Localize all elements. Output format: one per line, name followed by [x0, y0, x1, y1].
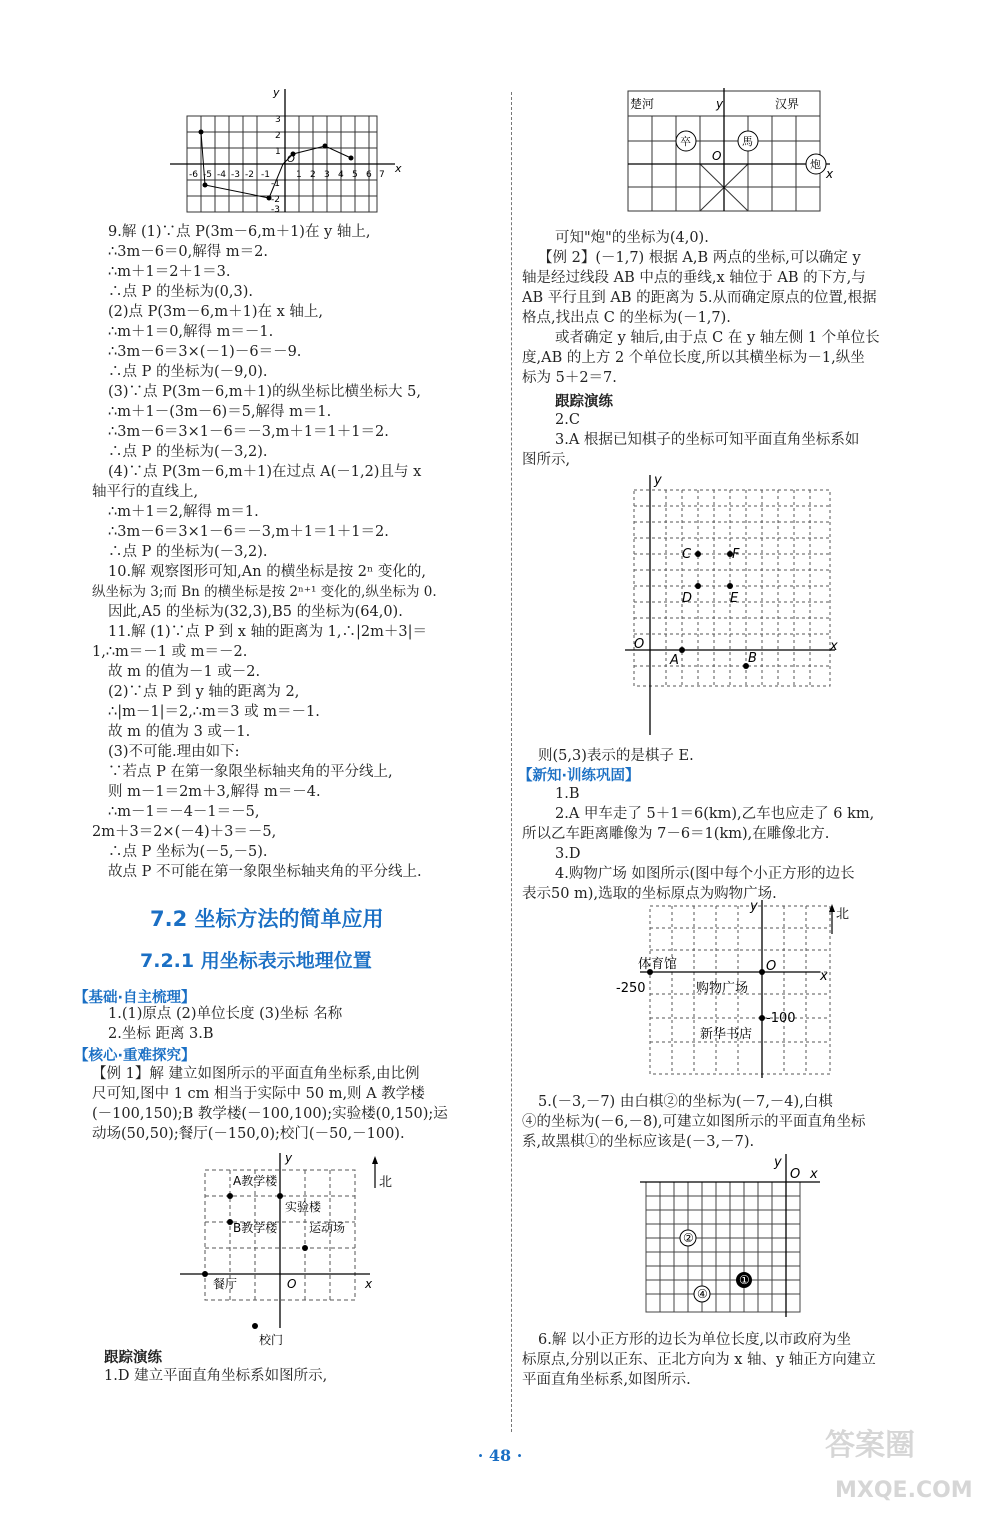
chess-grid-diagram	[620, 470, 845, 740]
origin-label: O	[287, 154, 295, 165]
column-divider	[511, 92, 512, 1432]
svg-text:-3: -3	[231, 170, 240, 180]
text-line: (3)不可能.理由如下:	[108, 744, 240, 760]
text-line: 系,故黑棋①的坐标应该是(－3,－7).	[522, 1134, 755, 1150]
text-line: ∴3m－6＝0,解得 m＝2.	[108, 244, 268, 260]
svg-text:1: 1	[275, 147, 281, 157]
axis-label-x: x	[830, 639, 838, 654]
svg-text:3: 3	[324, 170, 330, 180]
text-line: 度,AB 的上方 2 个单位长度,所以其横坐标为－1,纵坐	[522, 350, 865, 366]
label-a: A	[670, 653, 679, 668]
svg-text:4: 4	[338, 170, 344, 180]
label-b: B	[748, 651, 757, 666]
text-line: 故点 P 不可能在第一象限坐标轴夹角的平分线上.	[108, 864, 422, 880]
text-line: ∴3m－6＝3×1－6＝－3,m＋1＝1＋1＝2.	[108, 424, 389, 440]
chess-board-diagram	[620, 86, 835, 216]
label-c: C	[682, 547, 692, 562]
text-line: ∴m－1＝－4－1＝－5,	[108, 804, 260, 820]
text-line: ∴m＋1＝2,解得 m＝1.	[108, 504, 259, 520]
text-line: (3)∵点 P(3m－6,m＋1)的纵坐标比横坐标大 5,	[108, 384, 421, 400]
text-line: 2.A 甲车走了 5＋1＝6(km),乙车也应走了 6 km,	[555, 806, 875, 822]
text-line: 轴平行的直线上,	[92, 484, 199, 500]
text-line: 尺可知,图中 1 cm 相当于实际中 50 m,则 A 教学楼	[92, 1086, 425, 1102]
text-line: 因此,A5 的坐标为(32,3),B5 的坐标为(64,0).	[108, 604, 403, 620]
follow-title: 跟踪演练	[555, 394, 613, 410]
label-shopping-plaza: 购物广场	[696, 981, 749, 996]
text-line: ∴点 P 的坐标为(0,3).	[108, 284, 253, 300]
label-school-gate: 校门	[259, 1333, 284, 1347]
text-line: 纵坐标为 3;而 Bn 的横坐标是按 2ⁿ⁺¹ 变化的,纵坐标为 0.	[92, 584, 437, 600]
river-label-right: 汉界	[775, 97, 800, 111]
label-d: D	[682, 591, 693, 606]
origin-label: O	[790, 1167, 801, 1182]
text-line: 表示50 m),选取的坐标原点为购物广场.	[522, 886, 777, 902]
axis-label-x: x	[365, 1277, 373, 1291]
tag-new: 【新知·训练巩固】	[518, 768, 640, 784]
text-line: ∴3m－6＝3×(－1)－6＝－9.	[108, 344, 302, 360]
coordinate-graph-problem9	[165, 84, 405, 214]
piece-soldier: 卒	[680, 135, 691, 148]
text-line: ④的坐标为(－6,－8),可建立如图所示的平面直角坐标	[522, 1114, 866, 1130]
text-line: 2.坐标 距离 3.B	[108, 1026, 214, 1042]
stone-white-4: ④	[697, 1287, 708, 1301]
svg-text:-3: -3	[271, 205, 280, 215]
text-line: 故 m 的值为 3 或－1.	[108, 724, 251, 740]
axis-label-y: y	[774, 1155, 782, 1170]
axis-label-x: x	[810, 1167, 818, 1182]
svg-text:2: 2	[275, 131, 281, 141]
text-line: 平面直角坐标系,如图所示.	[522, 1372, 691, 1388]
label-a-building: A教学楼	[233, 1174, 278, 1188]
axis-label-y: y	[285, 1151, 293, 1165]
text-line: 10.解 观察图形可知,An 的横坐标是按 2ⁿ 变化的,	[108, 564, 427, 580]
text-line: ∵若点 P 在第一象限坐标轴夹角的平分线上,	[108, 764, 393, 780]
text-line: 则 m－1＝2m＋3,解得 m＝－4.	[108, 784, 321, 800]
svg-text:-6: -6	[189, 170, 198, 180]
text-line: 5.(－3,－7) 由白棋②的坐标为(－7,－4),白棋	[538, 1094, 833, 1110]
label-b-building: B教学楼	[233, 1221, 278, 1235]
text-line: 可知"炮"的坐标为(4,0).	[555, 230, 709, 246]
river-label-left: 楚河	[630, 97, 655, 111]
text-line: 9.解 (1)∵点 P(3m－6,m＋1)在 y 轴上,	[108, 224, 371, 240]
city-map-diagram	[616, 898, 870, 1083]
label-sports-field: 运动场	[309, 1221, 346, 1235]
text-line: (－100,150);B 教学楼(－100,100);实验楼(0,150);运	[92, 1106, 448, 1122]
axis-label-y: y	[716, 97, 724, 111]
text-line: ∴点 P 坐标为(－5,－5).	[108, 844, 268, 860]
text-line: 或者确定 y 轴后,由于点 C 在 y 轴左侧 1 个单位长	[555, 330, 880, 346]
text-line: 格点,找出点 C 的坐标为(－1,7).	[522, 310, 731, 326]
text-line: 则(5,3)表示的是棋子 E.	[538, 748, 694, 764]
subsection-title: 7.2.1 用坐标表示地理位置	[140, 950, 372, 972]
watermark-url: MXQE.COM	[835, 1478, 973, 1503]
label-canteen: 餐厅	[213, 1277, 238, 1291]
label-gym: 体育馆	[638, 957, 678, 972]
axis-label-x: x	[826, 167, 834, 181]
stone-black-1: ①	[739, 1273, 750, 1287]
text-line: ∴3m－6＝3×1－6＝－3,m＋1＝1＋1＝2.	[108, 524, 389, 540]
text-line: ∴m＋1＝2＋1＝3.	[108, 264, 231, 280]
label-minus100: -100	[766, 1011, 796, 1026]
go-board-diagram	[640, 1152, 840, 1322]
svg-text:-4: -4	[217, 170, 226, 180]
label-bookstore: 新华书店	[700, 1027, 753, 1042]
origin-label: O	[634, 637, 645, 652]
text-line: (2)点 P(3m－6,m＋1)在 x 轴上,	[108, 304, 324, 320]
svg-text:3: 3	[275, 115, 281, 125]
section-title: 7.2 坐标方法的简单应用	[150, 907, 384, 931]
text-line: 2m＋3＝2×(－4)＋3＝－5,	[92, 824, 277, 840]
svg-text:2: 2	[310, 170, 316, 180]
text-line: 动场(50,50);餐厅(－150,0);校门(－50,－100).	[92, 1126, 405, 1142]
svg-text:-1: -1	[271, 179, 280, 189]
text-line: 1.B	[555, 786, 580, 802]
text-line: 故 m 的值为－1 或－2.	[108, 664, 261, 680]
text-line: 【例 2】(－1,7) 根据 A,B 两点的坐标,可以确定 y	[538, 250, 861, 266]
label-e: E	[730, 591, 739, 606]
svg-text:6: 6	[366, 170, 372, 180]
text-line: ∴点 P 的坐标为(－3,2).	[108, 444, 268, 460]
text-line: 2.C	[555, 412, 580, 428]
origin-label: O	[287, 1277, 297, 1291]
text-line: 所以乙车距离雕像为 7－6＝1(km),在雕像北方.	[522, 826, 830, 842]
text-line: 3.A 根据已知棋子的坐标可知平面直角坐标系如	[555, 432, 860, 448]
north-label: 北	[379, 1175, 393, 1190]
north-label: 北	[836, 907, 850, 922]
text-line: AB 平行且到 AB 的距离为 5.从而确定原点的位置,根据	[522, 290, 877, 306]
text-line: ∴m＋1－(3m－6)＝5,解得 m＝1.	[108, 404, 332, 420]
text-line: (2)∵点 P 到 y 轴的距离为 2,	[108, 684, 300, 700]
piece-cannon: 炮	[810, 158, 821, 171]
tag-basic: 【基础·自主梳理】	[74, 990, 196, 1006]
text-line: (4)∵点 P(3m－6,m＋1)在过点 A(－1,2)且与 x	[108, 464, 422, 480]
axis-label-y: y	[750, 899, 758, 914]
text-line: 1.(1)原点 (2)单位长度 (3)坐标 名称	[108, 1006, 343, 1022]
text-line: 3.D	[555, 846, 581, 862]
label-lab-building: 实验楼	[285, 1200, 322, 1214]
school-map-diagram	[175, 1148, 395, 1348]
text-line: 11.解 (1)∵点 P 到 x 轴的距离为 1,∴|2m＋3|＝	[108, 624, 427, 640]
text-line: ∴点 P 的坐标为(－9,0).	[108, 364, 268, 380]
svg-text:-1: -1	[261, 170, 270, 180]
origin-label: O	[712, 149, 722, 163]
watermark-logo: 答案圈	[825, 1428, 915, 1463]
text-line: 1,∴m＝－1 或 m＝－2.	[92, 644, 248, 660]
text-line: ∴|m－1|＝2,∴m＝3 或 m＝－1.	[108, 704, 320, 720]
text-line: 6.解 以小正方形的边长为单位长度,以市政府为坐	[538, 1332, 852, 1348]
svg-text:1: 1	[296, 170, 302, 180]
svg-text:7: 7	[379, 170, 385, 180]
svg-text:-2: -2	[245, 170, 254, 180]
page-number: · 48 ·	[477, 1446, 523, 1465]
text-line: ∴点 P 的坐标为(－3,2).	[108, 544, 268, 560]
piece-horse: 馬	[742, 135, 753, 148]
tag-core: 【核心·重难探究】	[74, 1048, 196, 1064]
text-line: ∴m＋1＝0,解得 m＝－1.	[108, 324, 274, 340]
svg-text:5: 5	[352, 170, 358, 180]
text-line: 【例 1】解 建立如图所示的平面直角坐标系,由比例	[92, 1066, 420, 1082]
stone-white-2: ②	[683, 1231, 694, 1245]
svg-text:-2: -2	[271, 195, 280, 205]
axis-label-y: y	[654, 473, 662, 488]
label-f: F	[732, 547, 740, 562]
text-line: 图所示,	[522, 452, 571, 468]
axis-label-y: y	[273, 86, 280, 99]
text-line: 1.D 建立平面直角坐标系如图所示,	[104, 1368, 328, 1384]
axis-label-x: x	[820, 969, 828, 984]
text-line: 标原点,分别以正东、正北方向为 x 轴、y 轴正方向建立	[522, 1352, 876, 1368]
label-minus250: -250	[616, 981, 646, 996]
axis-label-x: x	[395, 162, 402, 175]
text-line: 轴是经过线段 AB 中点的垂线,x 轴位于 AB 的下方,与	[522, 270, 866, 286]
follow-title: 跟踪演练	[104, 1350, 162, 1366]
text-line: 标为 5＋2＝7.	[522, 370, 617, 386]
origin-label: O	[766, 959, 777, 974]
svg-text:-5: -5	[203, 170, 212, 180]
text-line: 4.购物广场 如图所示(图中每个小正方形的边长	[555, 866, 855, 882]
